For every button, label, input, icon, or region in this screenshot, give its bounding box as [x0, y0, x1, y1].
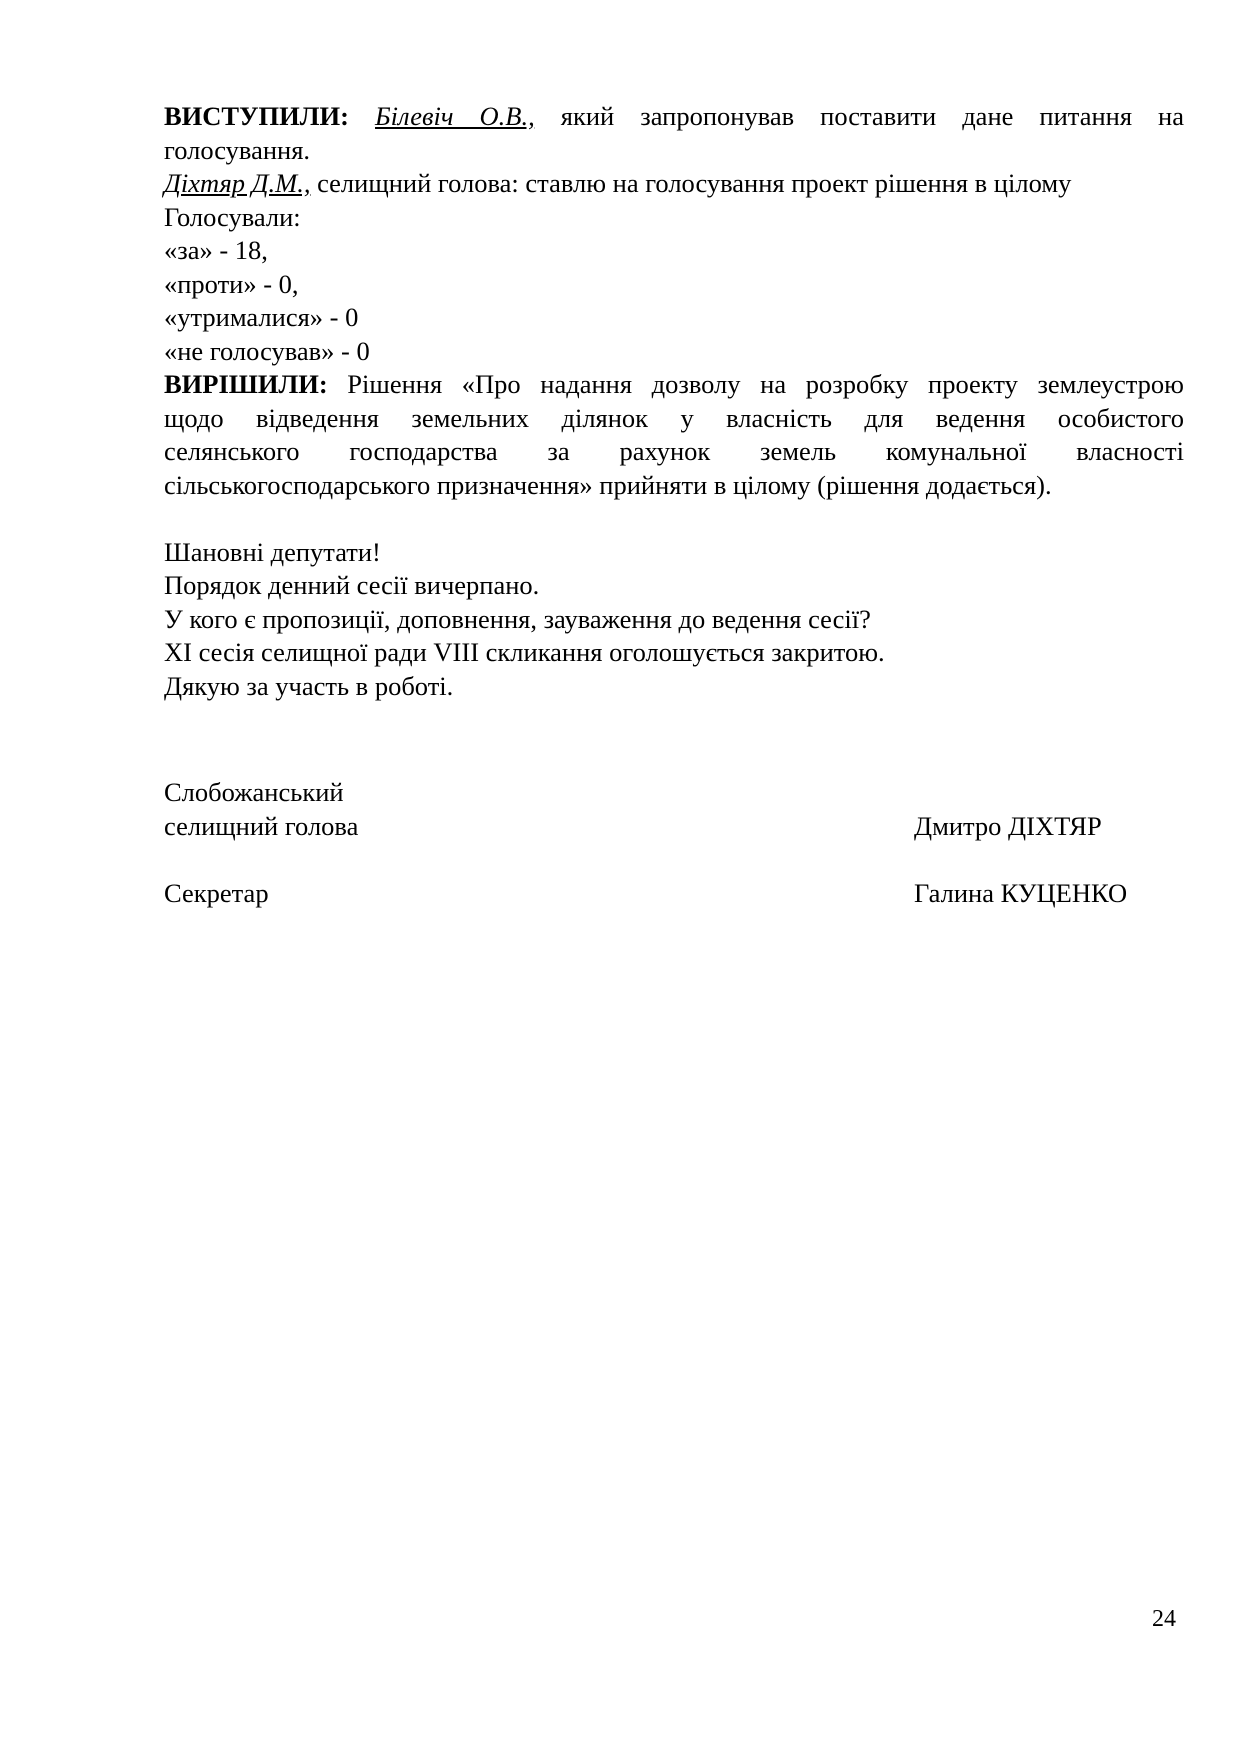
head-title-line-2: селищний голова	[164, 810, 359, 841]
vote-not-voted: «не голосував» - 0	[164, 335, 370, 366]
decision-line-4: сільськогосподарського призначення» прийняти в цілому (рішення додається).	[164, 469, 1052, 500]
secretary-name: Галина КУЦЕНКО	[914, 877, 1128, 908]
head-name: Дмитро ДІХТЯР	[914, 810, 1102, 841]
vote-against: «проти» - 0,	[164, 268, 299, 299]
vote-for: «за» - 18,	[164, 235, 268, 265]
speeches-label: ВИСТУПИЛИ:	[164, 101, 349, 131]
closing-thanks: Дякую за участь в роботі.	[164, 670, 454, 701]
closing-question: У кого є пропозиції, доповнення, зауваження до ведення сесії?	[164, 603, 871, 634]
decision-line-1	[164, 368, 1184, 402]
speaker-2-name: Діхтяр Д.М.,	[164, 168, 311, 198]
speaker-2-text: селищний голова: ставлю на голосування проект рішення в цілому	[310, 168, 1072, 198]
paragraph-spacer	[164, 502, 1184, 536]
decision-line-3: селянського господарства за рахунок земель комунальної власності	[164, 436, 1184, 466]
signature-secretary-row	[164, 877, 1184, 911]
closing-session-closed: XI сесія селищної ради VIII скликання оголошується закритою.	[164, 637, 885, 667]
speaker-1-text: який запропонував поставити дане питання на	[534, 101, 1184, 131]
decision-line-2: щодо відведення земельних ділянок у власність для ведення особистого	[164, 402, 1184, 433]
speaker-2-line	[164, 167, 1184, 201]
voting-header: Голосували:	[164, 201, 301, 232]
head-title-line-1: Слобожанський	[164, 777, 344, 807]
document-body	[164, 100, 1184, 703]
decision-text-1: Рішення «Про надання дозволу на розробку проекту землеустрою	[327, 369, 1184, 399]
speeches-line-1	[164, 100, 1184, 134]
decision-label: ВИРІШИЛИ:	[164, 369, 328, 399]
speeches-line-2: голосування.	[164, 134, 311, 165]
page-number: 24	[1152, 1606, 1176, 1632]
closing-agenda: Порядок денний сесії вичерпано.	[164, 570, 540, 600]
signature-head-row-2	[164, 810, 1184, 844]
speaker-1-name: Білевіч О.В.,	[375, 101, 535, 131]
signature-head-row-1	[164, 776, 1184, 810]
signature-spacer	[164, 843, 1184, 877]
secretary-title: Секретар	[164, 877, 269, 908]
signature-block	[164, 776, 1184, 910]
closing-greeting: Шановні депутати!	[164, 536, 381, 567]
vote-abstained: «утрималися» - 0	[164, 302, 359, 332]
